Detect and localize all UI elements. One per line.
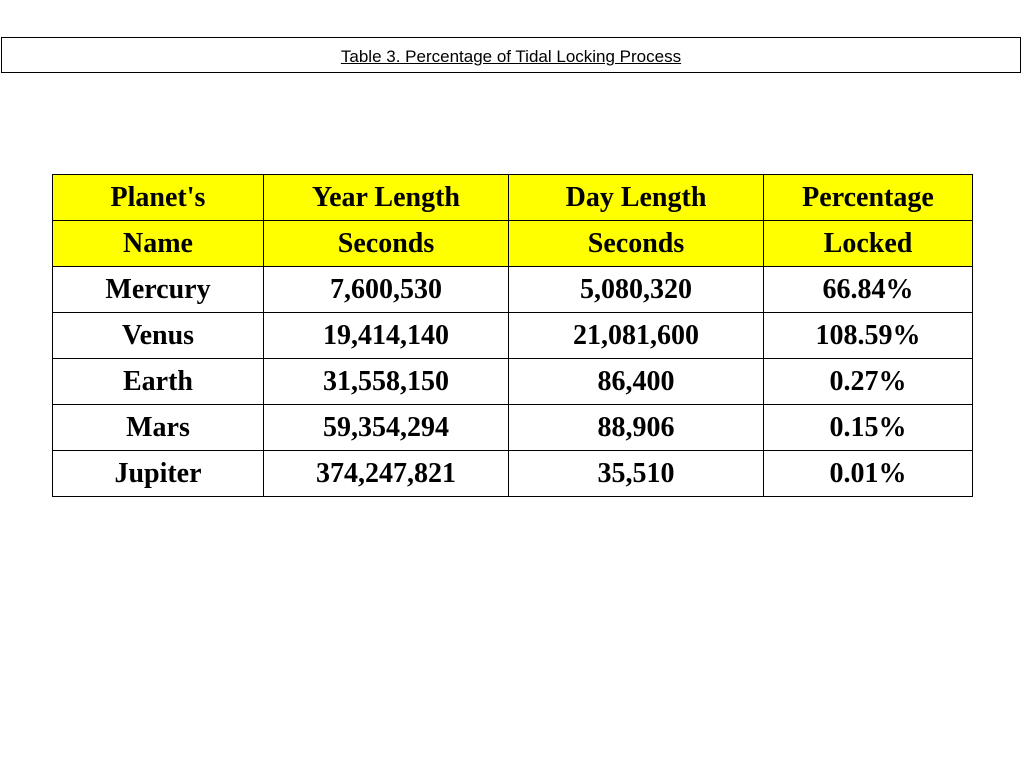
planet-data-table <box>52 174 973 497</box>
header-row-1 <box>53 175 973 221</box>
cell-day-length: 21,081,600 <box>509 313 764 359</box>
header-cell-planet: Planet's <box>53 175 264 221</box>
table-row <box>53 359 973 405</box>
cell-planet: Jupiter <box>53 451 264 497</box>
header-cell-day-seconds: Seconds <box>509 221 764 267</box>
header-cell-percentage: Percentage <box>764 175 973 221</box>
header-cell-day-length: Day Length <box>509 175 764 221</box>
table-row <box>53 313 973 359</box>
cell-day-length: 88,906 <box>509 405 764 451</box>
header-cell-name: Name <box>53 221 264 267</box>
header-cell-year-length: Year Length <box>264 175 509 221</box>
cell-year-length: 374,247,821 <box>264 451 509 497</box>
title-box <box>1 37 1021 73</box>
table-title: Table 3. Percentage of Tidal Locking Process <box>340 47 682 66</box>
cell-percentage: 0.27% <box>764 359 973 405</box>
cell-planet: Mars <box>53 405 264 451</box>
header-row-2 <box>53 221 973 267</box>
cell-planet: Earth <box>53 359 264 405</box>
header-cell-year-seconds: Seconds <box>264 221 509 267</box>
cell-percentage: 0.01% <box>764 451 973 497</box>
cell-percentage: 108.59% <box>764 313 973 359</box>
table-row <box>53 451 973 497</box>
cell-year-length: 7,600,530 <box>264 267 509 313</box>
cell-planet: Mercury <box>53 267 264 313</box>
table-row <box>53 267 973 313</box>
table-row <box>53 405 973 451</box>
cell-day-length: 5,080,320 <box>509 267 764 313</box>
cell-year-length: 59,354,294 <box>264 405 509 451</box>
cell-planet: Venus <box>53 313 264 359</box>
cell-day-length: 86,400 <box>509 359 764 405</box>
cell-percentage: 66.84% <box>764 267 973 313</box>
header-cell-locked: Locked <box>764 221 973 267</box>
cell-year-length: 31,558,150 <box>264 359 509 405</box>
cell-day-length: 35,510 <box>509 451 764 497</box>
cell-year-length: 19,414,140 <box>264 313 509 359</box>
cell-percentage: 0.15% <box>764 405 973 451</box>
